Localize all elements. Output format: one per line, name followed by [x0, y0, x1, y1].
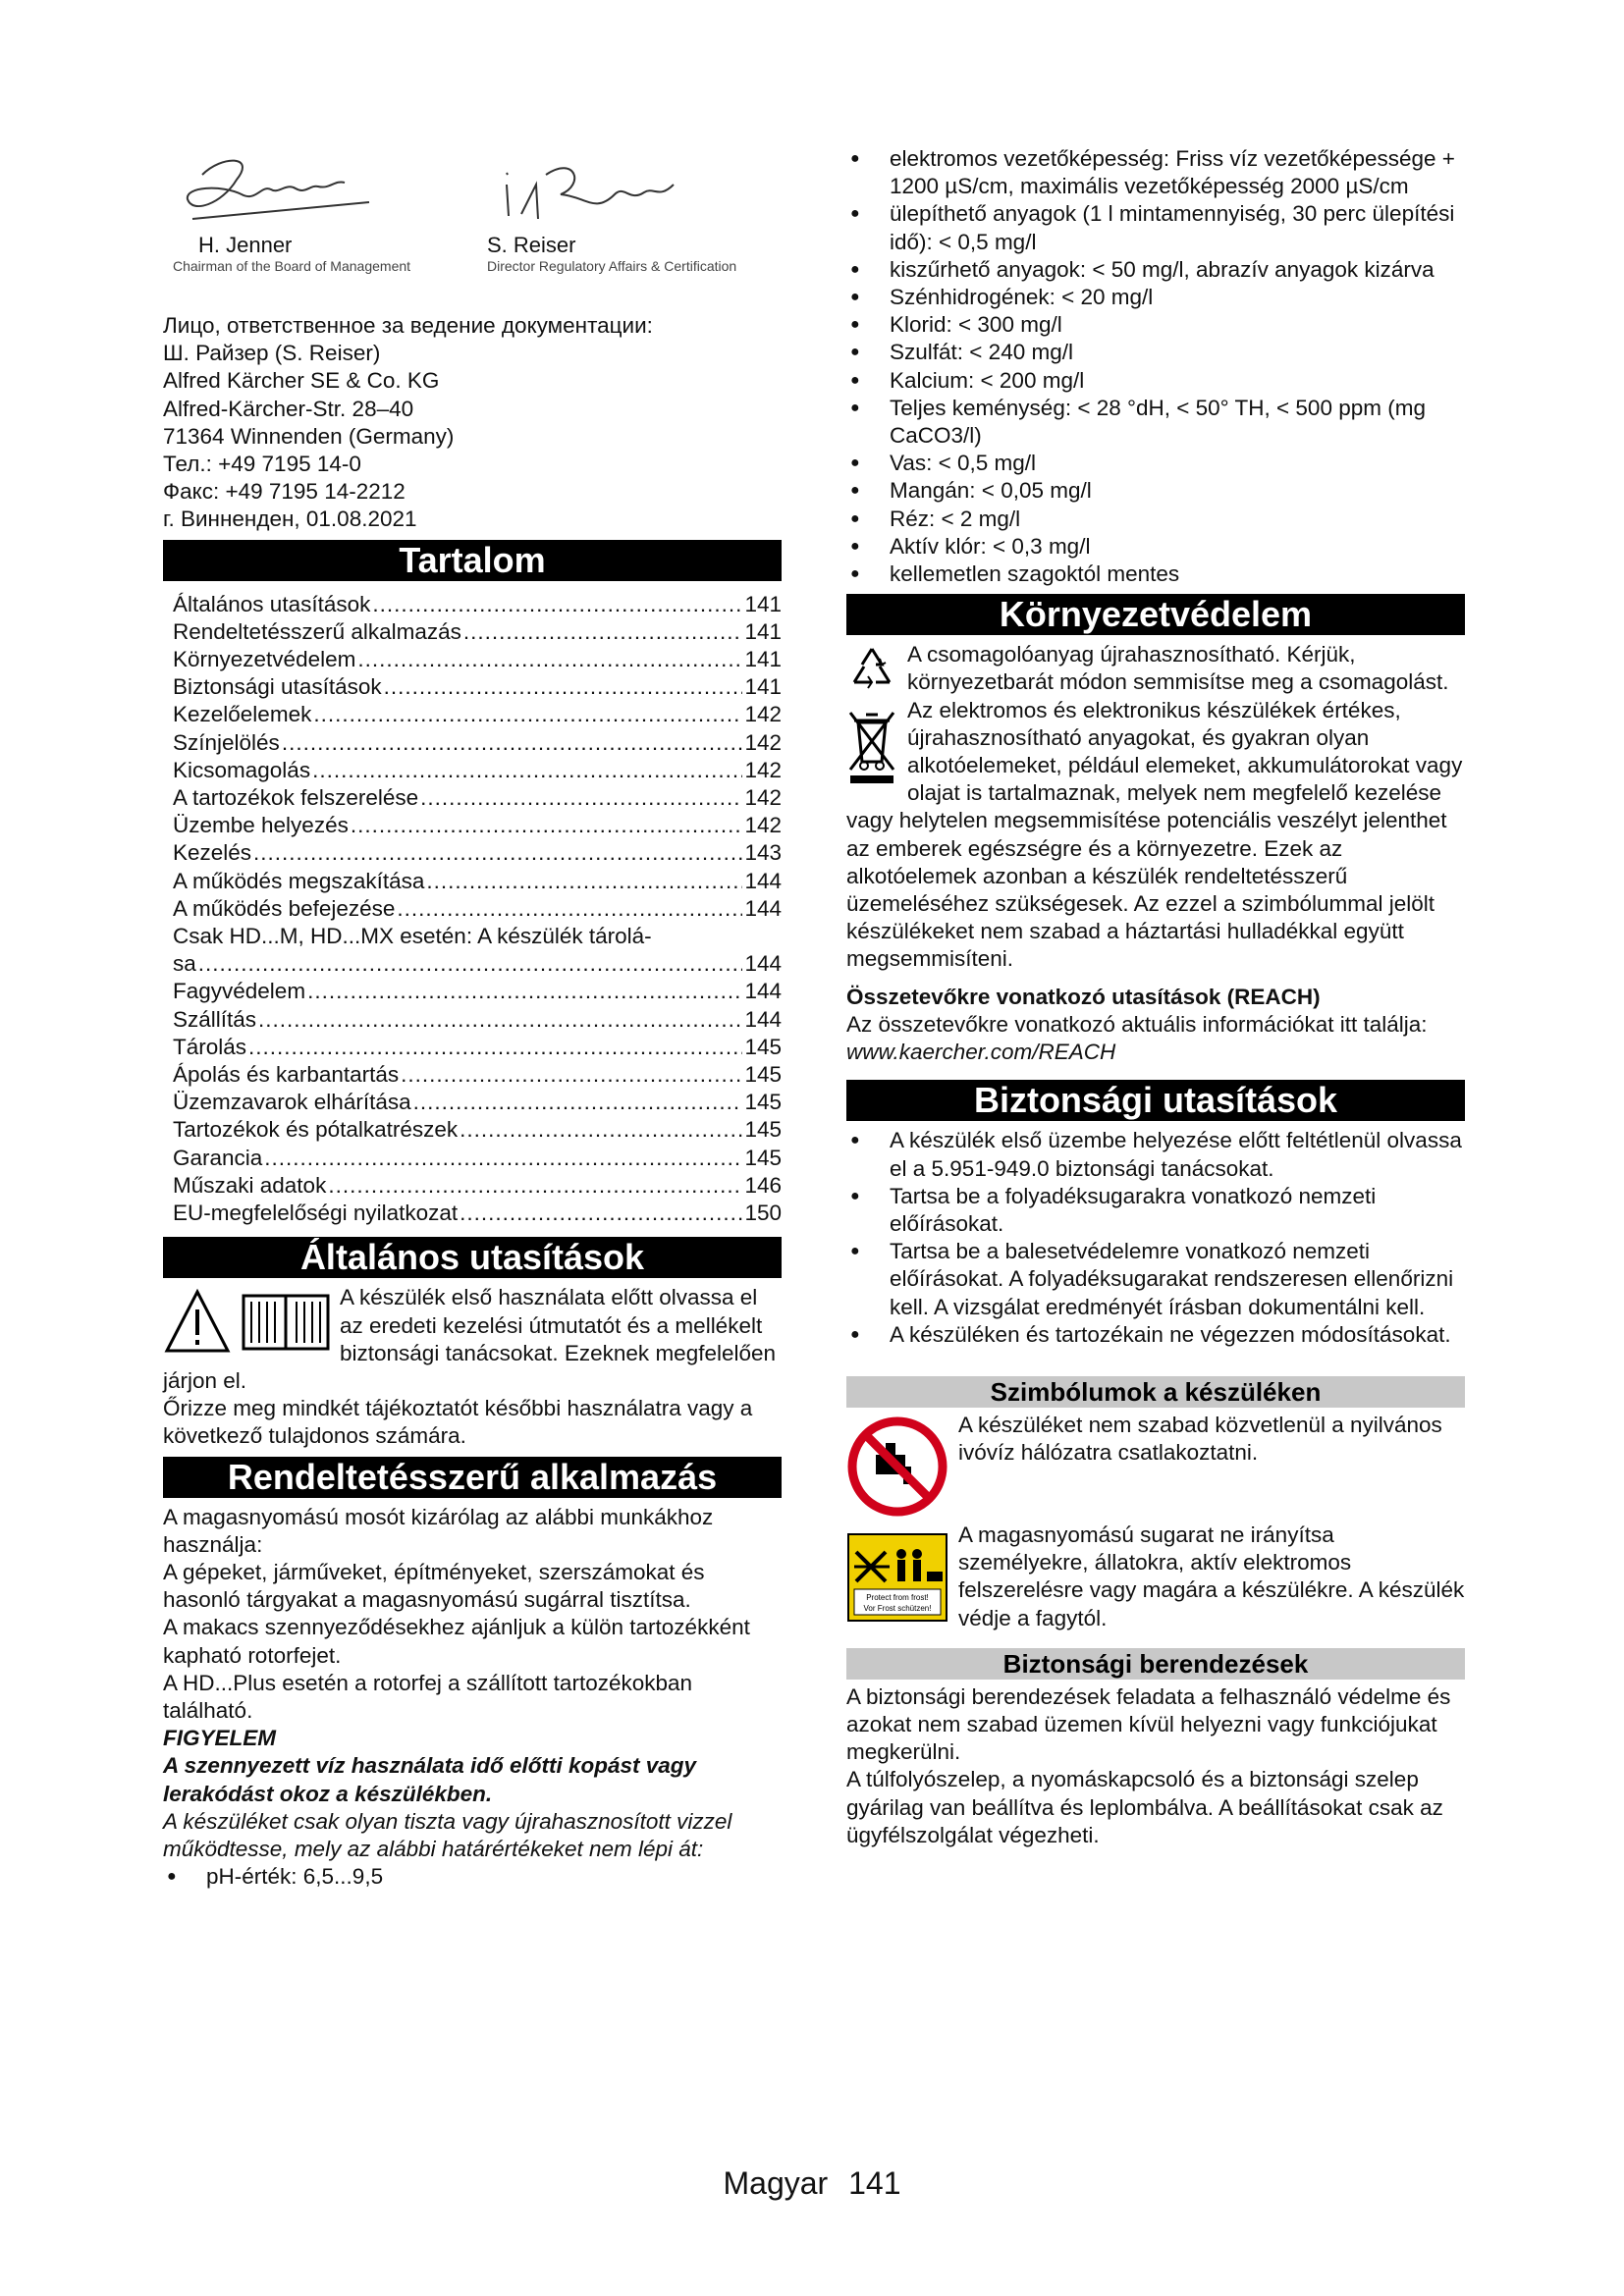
toc-leader-dots: [307, 978, 742, 1005]
toc-leader-dots: [313, 701, 742, 728]
list-item: ● Réz: < 2 mg/l: [846, 506, 1465, 533]
reach-paragraph: [846, 1011, 1465, 1066]
toc-page-number: 144: [744, 895, 782, 921]
toc-entry-label: A működés megszakítása: [173, 868, 425, 893]
signature-area: [163, 145, 782, 312]
no-drinking-water-connection-icon: [846, 1415, 948, 1524]
recycling-icon: [846, 643, 897, 701]
signature-role: Director Regulatory Affairs & Certification: [487, 258, 737, 274]
general-paragraph-1: A készülék első használata előtt olvassa el az eredeti kezelési útmutatót és a mellékelt biztonsági tanácsokat. Ezeknek megfelelően járjon el.: [163, 1285, 777, 1393]
symbol-1-text: A készüléket nem szabad közvetlenül a nyilvános ivóvíz hálózatra csatlakoztatni.: [958, 1412, 1442, 1466]
toc-entry-label: Szállítás: [173, 1006, 257, 1032]
toc-page-number: 141: [744, 647, 782, 672]
toc-page-number: 145: [744, 1090, 782, 1115]
safety-heading: Biztonsági utasítások: [846, 1080, 1465, 1121]
reach-link[interactable]: www.kaercher.com/REACH: [846, 1040, 1116, 1065]
toc-leader-dots: [264, 1145, 742, 1172]
toc-row[interactable]: [173, 1089, 782, 1116]
contact-block: [163, 312, 782, 534]
list-item: ● Szulfát: < 240 mg/l: [846, 339, 1465, 366]
list-item: ● A készülék első üzembe helyezése előtt feltétlenül olvassa el a 5.951-949.0 biztonsági tanácsokat.: [846, 1127, 1465, 1182]
safety-devices-heading: Biztonsági berendezések: [846, 1648, 1465, 1680]
toc-row[interactable]: [173, 1061, 782, 1089]
safety-devices-paragraph-2: A túlfolyószelep, a nyomáskapcsoló és a biztonsági szelep gyárilag van beállítva és leplombálva. A beállításokat csak az ügyfélszolgálat végezheti.: [846, 1767, 1443, 1847]
toc-page-number: 141: [744, 591, 782, 616]
toc-page-number: 144: [744, 951, 782, 977]
general-heading: Általános utasítások: [163, 1237, 782, 1278]
signature-name: S. Reiser: [487, 233, 576, 257]
toc-leader-dots: [384, 673, 743, 701]
toc-page-number: 150: [744, 1201, 782, 1226]
symbols-section: [846, 1412, 1465, 1632]
signature-reiser: [487, 145, 736, 275]
toc-leader-dots: [420, 784, 742, 812]
toc-leader-dots: [357, 646, 742, 673]
toc-page-number: 145: [744, 1117, 782, 1143]
toc-row[interactable]: [173, 1006, 782, 1034]
toc-page-number: 144: [744, 1006, 782, 1032]
toc-row[interactable]: [173, 1200, 782, 1227]
toc-page-number: 141: [744, 618, 782, 644]
toc-leader-dots: [328, 1172, 742, 1200]
notice-bold-text: A szennyezett víz használata idő előtti kopást vagy lerakódást okoz a készülékben.: [163, 1753, 697, 1806]
list-item: ● Szénhidrogének: < 20 mg/l: [846, 284, 1465, 311]
general-section: [163, 1284, 782, 1450]
toc-row[interactable]: [173, 1116, 782, 1144]
toc-entry-label: Környezetvédelem: [173, 647, 356, 672]
warning-triangle-icon: [167, 1292, 228, 1351]
footer-page-number: 141: [848, 2165, 901, 2201]
list-item: ● Klorid: < 300 mg/l: [846, 311, 1465, 339]
toc-row[interactable]: [173, 757, 782, 784]
toc-entry-label: Kezelőelemek: [173, 702, 312, 727]
toc-row[interactable]: [173, 1145, 782, 1172]
environment-section: [846, 641, 1465, 1066]
toc-entry-label: Garancia: [173, 1145, 263, 1170]
toc-entry-label: A működés befejezése: [173, 895, 396, 921]
intended-use-section: [163, 1504, 782, 1892]
toc-leader-dots: [463, 618, 743, 646]
toc-heading: Tartalom: [163, 540, 782, 581]
weee-crossed-bin-icon: [846, 709, 897, 794]
toc-row[interactable]: [173, 978, 782, 1005]
list-item: ● Teljes keménység: < 28 °dH, < 50° TH, < 500 ppm (mg CaCO3/l): [846, 395, 1465, 450]
contact-line: Alfred-Kärcher-Str. 28–40: [163, 396, 414, 421]
toc-leader-dots: [460, 1200, 742, 1227]
notice-label: FIGYELEM: [163, 1726, 277, 1751]
toc-row[interactable]: [173, 812, 782, 839]
toc-entry-label: Általános utasítások: [173, 591, 371, 616]
list-item: ● elektromos vezetőképesség: Friss víz vezetőképessége + 1200 µS/cm, maximális vezetőképesség 2000 µS/cm: [846, 145, 1465, 200]
contact-line: Тел.: +49 7195 14-0: [163, 452, 361, 477]
toc-row[interactable]: [173, 895, 782, 923]
list-item: ● Kalcium: < 200 mg/l: [846, 367, 1465, 395]
toc-page-number: 142: [744, 702, 782, 727]
toc-entry-label: Csak HD...M, HD...MX esetén: A készülék tárolá-: [173, 924, 652, 949]
toc-page-number: 142: [744, 757, 782, 782]
toc-row[interactable]: [173, 701, 782, 728]
toc-entry-label: Műszaki adatok: [173, 1172, 327, 1198]
manual-book-icon: [244, 1296, 328, 1349]
safety-devices-paragraph-1: A biztonsági berendezések feladata a felhasználó védelme és azokat nem szabad üzemen kívül helyezni vagy funkciójukat megkerülni.: [846, 1683, 1451, 1765]
toc-page-number: 146: [744, 1172, 782, 1198]
toc-page-number: 145: [744, 1145, 782, 1170]
toc-leader-dots: [198, 950, 743, 978]
toc-leader-dots: [413, 1089, 743, 1116]
reach-heading: Összetevőkre vonatkozó utasítások (REACH): [846, 984, 1321, 1009]
right-column: [846, 145, 1465, 1849]
toc-leader-dots: [397, 895, 742, 923]
page-footer: [0, 2165, 1624, 2202]
signature-jenner: [163, 145, 410, 275]
symbol-2-text: A magasnyomású sugarat ne irányítsa személyekre, állatokra, aktív elektromos felszerelésre vagy magára a készülékre. A készülék védje a fagytól.: [958, 1522, 1465, 1630]
frost-warning-label-icon: [846, 1532, 948, 1629]
contact-line: Факс: +49 7195 14-2212: [163, 479, 406, 505]
toc-leader-dots: [372, 591, 742, 618]
contact-line: Ш. Райзер (S. Reiser): [163, 341, 381, 366]
environment-heading: Környezetvédelem: [846, 594, 1465, 635]
toc-page-number: 143: [744, 840, 782, 866]
toc-entry-label: A tartozékok felszerelése: [173, 785, 419, 811]
list-item: ● ülepíthető anyagok (1 l mintamennyiség, 30 perc ülepítési idő): < 0,5 mg/l: [846, 200, 1465, 255]
toc-row[interactable]: [173, 673, 782, 701]
toc-page-number: 142: [744, 813, 782, 838]
toc-row[interactable]: [173, 784, 782, 812]
environment-paragraph-1: A csomagolóanyag újrahasznosítható. Kérjük, környezetbarát módon semmisítse meg a csomagolást.: [907, 642, 1449, 695]
footer-language: Magyar: [723, 2165, 829, 2201]
toc-page-number: 144: [744, 868, 782, 893]
list-item: ● Tartsa be a balesetvédelemre vonatkozó nemzeti előírásokat. A folyadéksugarakat rendszeresen ellenőrizni kell. A vizsgálat eredményét írásban dokumentálni kell.: [846, 1238, 1465, 1321]
toc-leader-dots: [282, 729, 743, 757]
toc-row[interactable]: [173, 1172, 782, 1200]
general-paragraph-2: Őrizze meg mindkét tájékoztatót későbbi használatra vagy a következő tulajdonos számára.: [163, 1396, 753, 1449]
toc-page-number: 142: [744, 729, 782, 755]
toc-entry-label: Tartozékok és pótalkatrészek: [173, 1117, 459, 1143]
frost-label-text-de: Vor Frost schützen!: [863, 1604, 932, 1614]
toc-row[interactable]: [173, 1034, 782, 1061]
notice-text: A készüléket csak olyan tiszta vagy újrahasznosított vizzel működtesse, mely az alábbi határértékeket nem lépi át:: [163, 1808, 732, 1861]
symbols-heading: Szimbólumok a készüléken: [846, 1376, 1465, 1408]
intended-paragraph-1: A magasnyomású mosót kizárólag az alábbi munkákhoz használja:: [163, 1504, 714, 1557]
list-item: ● kiszűrhető anyagok: < 50 mg/l, abrazív anyagok kizárva: [846, 256, 1465, 284]
limits-list-start: [163, 1863, 782, 1891]
toc-page-number: 141: [744, 674, 782, 700]
toc-row[interactable]: [173, 591, 782, 618]
toc-page-number: 145: [744, 1034, 782, 1059]
signature-role: Chairman of the Board of Management: [173, 258, 411, 274]
toc-entry-label: Biztonsági utasítások: [173, 674, 382, 700]
table-of-contents: [173, 591, 782, 1228]
list-item: ● Aktív klór: < 0,3 mg/l: [846, 533, 1465, 561]
list-item: ● Mangán: < 0,05 mg/l: [846, 477, 1465, 505]
toc-entry-label: Ápolás és karbantartás: [173, 1062, 400, 1088]
toc-entry-label: Rendeltetésszerű alkalmazás: [173, 618, 461, 644]
toc-leader-dots: [401, 1061, 742, 1089]
toc-leader-dots: [460, 1116, 742, 1144]
environment-paragraph-2: Az elektromos és elektronikus készülékek értékes, újrahasznosítható anyagokat, és gyakran olyan alkotóelemeket, például elemeket, akkumulátorokat vagy olajat is tartalmaznak, melyek nem megfelelő kezelése vagy helytelen megsemmisítése potenciális veszélyt jelenthet az emberek egészségre és a környezetre. Ezek az alkotóelemek azonban a készülék rendeltetésszerű üzemeléséhez szükségesek. Az ezzel a szimbólummal jelölt készülékeket nem szabad a háztartási hulladékkal együtt megsemmisíteni.: [846, 697, 1463, 972]
toc-row[interactable]: [173, 950, 782, 978]
toc-entry-label: Üzembe helyezés: [173, 813, 349, 838]
toc-row[interactable]: [173, 868, 782, 895]
toc-row[interactable]: [173, 839, 782, 867]
toc-page-number: 142: [744, 785, 782, 811]
frost-label-text: Protect from frost!: [866, 1593, 929, 1603]
intended-paragraph-3: A makacs szennyeződésekhez ajánljuk a külön tartozékként kapható rotorfejet.: [163, 1615, 750, 1668]
toc-leader-dots: [248, 1034, 742, 1061]
limits-list: [846, 145, 1465, 588]
toc-leader-dots: [426, 868, 742, 895]
contact-line: Лицо, ответственное за ведение документации:: [163, 313, 653, 338]
toc-page-number: 144: [744, 979, 782, 1004]
handwritten-signature-reiser: [487, 145, 683, 234]
toc-entry-label: Fagyvédelem: [173, 979, 306, 1004]
toc-entry-label: Kicsomagolás: [173, 757, 311, 782]
reach-text: Az összetevőkre vonatkozó aktuális információkat itt találja:: [846, 1011, 1428, 1037]
toc-row[interactable]: [173, 646, 782, 673]
contact-line: 71364 Winnenden (Germany): [163, 423, 455, 449]
signature-name: H. Jenner: [198, 233, 293, 257]
list-item: ● kellemetlen szagoktól mentes: [846, 561, 1465, 588]
toc-entry-label: Színjelölés: [173, 729, 280, 755]
list-item: ● Tartsa be a folyadéksugarakra vonatkozó nemzeti előírásokat.: [846, 1183, 1465, 1238]
toc-entry-label: EU-megfelelőségi nyilatkozat: [173, 1201, 459, 1226]
toc-row[interactable]: [173, 618, 782, 646]
toc-row[interactable]: [173, 729, 782, 757]
intended-paragraph-4: A HD...Plus esetén a rotorfej a szállított tartozékokban található.: [163, 1670, 693, 1723]
toc-entry-label: sa: [173, 951, 196, 977]
warning-manual-icons: [163, 1288, 330, 1363]
safety-list: [846, 1127, 1465, 1349]
toc-leader-dots: [312, 757, 742, 784]
contact-line: Alfred Kärcher SE & Co. KG: [163, 368, 440, 394]
intended-paragraph-2: A gépeket, járműveket, építményeket, szerszámokat és hasonló tárgyakat a magasnyomású sugárral tisztítsa.: [163, 1559, 705, 1613]
list-item: ● pH-érték: 6,5...9,5: [163, 1863, 782, 1891]
toc-entry-label: Üzemzavarok elhárítása: [173, 1090, 411, 1115]
toc-row[interactable]: [173, 923, 782, 950]
toc-leader-dots: [253, 839, 742, 867]
list-item: ● Vas: < 0,5 mg/l: [846, 450, 1465, 477]
toc-entry-label: Tárolás: [173, 1034, 247, 1059]
toc-page-number: 145: [744, 1062, 782, 1088]
toc-leader-dots: [351, 812, 743, 839]
list-item: ● A készüléken és tartozékain ne végezzen módosításokat.: [846, 1321, 1465, 1349]
left-column: [163, 145, 782, 1891]
handwritten-signature-jenner: [163, 145, 379, 234]
toc-entry-label: Kezelés: [173, 840, 252, 866]
contact-line: г. Винненден, 01.08.2021: [163, 507, 417, 532]
intended-use-heading: Rendeltetésszerű alkalmazás: [163, 1457, 782, 1498]
toc-leader-dots: [258, 1006, 742, 1034]
